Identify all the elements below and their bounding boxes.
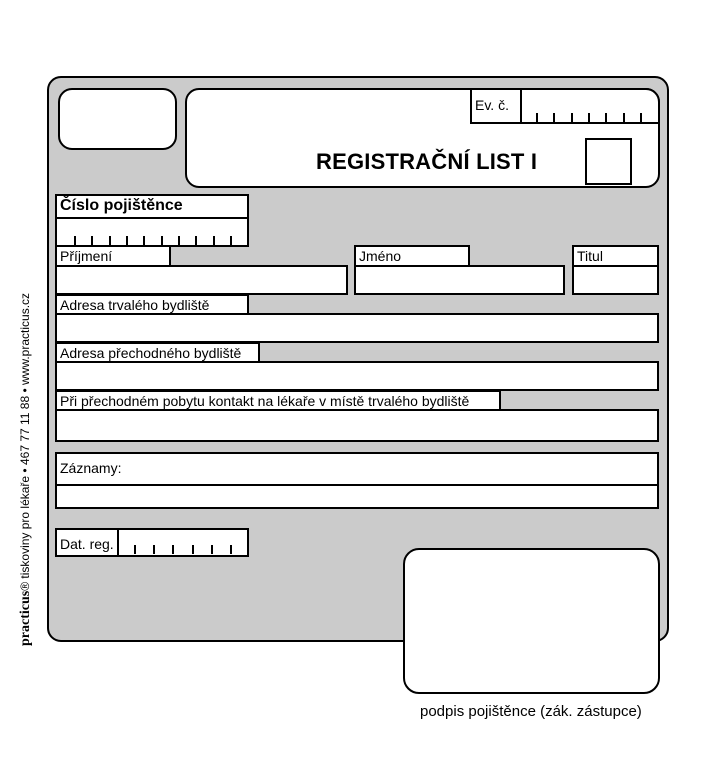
adresa-trvale-label: Adresa trvalého bydliště xyxy=(55,294,249,315)
imprint-text: ® tiskoviny pro lékaře • 467 77 11 88 • www.practicus.cz xyxy=(18,292,32,591)
tick xyxy=(134,545,136,554)
tick xyxy=(640,113,642,122)
signature-box[interactable] xyxy=(403,548,660,694)
dat-reg-ticks xyxy=(134,544,232,554)
form-title: REGISTRAČNÍ LIST I xyxy=(316,149,538,174)
side-imprint xyxy=(18,293,34,646)
tick xyxy=(126,236,128,245)
zaznamy-field[interactable] xyxy=(55,484,659,509)
titul-label: Titul xyxy=(572,245,659,267)
titul-field[interactable] xyxy=(572,265,659,295)
adresa-prechodne-label: Adresa přechodného bydliště xyxy=(55,342,260,363)
tick xyxy=(161,236,163,245)
tick xyxy=(211,545,213,554)
tick xyxy=(192,545,194,554)
jmeno-label: Jméno xyxy=(354,245,470,267)
tick xyxy=(91,236,93,245)
checkbox-square[interactable] xyxy=(585,138,632,185)
zaznamy-box[interactable] xyxy=(55,452,659,486)
tick xyxy=(230,545,232,554)
adresa-trvale-field[interactable] xyxy=(55,313,659,343)
cislo-pojistence-ticks xyxy=(74,235,232,245)
tick xyxy=(536,113,538,122)
signature-caption: podpis pojištěnce (zák. zástupce) xyxy=(420,703,642,720)
kontakt-lekar-label: Při přechodném pobytu kontakt na lékaře v místě trvalého bydliště xyxy=(55,390,501,411)
zaznamy-label: Záznamy: xyxy=(60,460,122,476)
brand-logo: practicus xyxy=(18,590,33,646)
tick xyxy=(109,236,111,245)
tick xyxy=(143,236,145,245)
adresa-prechodne-field[interactable] xyxy=(55,361,659,391)
tick xyxy=(153,545,155,554)
ev-cislo-ticks xyxy=(536,110,642,122)
tick xyxy=(178,236,180,245)
tick xyxy=(195,236,197,245)
tick xyxy=(623,113,625,122)
tick xyxy=(605,113,607,122)
prijmeni-label: Příjmení xyxy=(55,245,171,267)
tick xyxy=(172,545,174,554)
tick xyxy=(553,113,555,122)
tick xyxy=(571,113,573,122)
tick xyxy=(213,236,215,245)
dat-reg-label: Dat. reg. xyxy=(55,528,119,557)
ev-cislo-label: Ev. č. xyxy=(470,88,522,124)
tick xyxy=(588,113,590,122)
kontakt-lekar-field[interactable] xyxy=(55,409,659,442)
tick xyxy=(230,236,232,245)
tick xyxy=(74,236,76,245)
jmeno-field[interactable] xyxy=(354,265,565,295)
stamp-box[interactable] xyxy=(58,88,177,150)
cislo-pojistence-label: Číslo pojištěnce xyxy=(55,194,249,219)
prijmeni-field[interactable] xyxy=(55,265,348,295)
